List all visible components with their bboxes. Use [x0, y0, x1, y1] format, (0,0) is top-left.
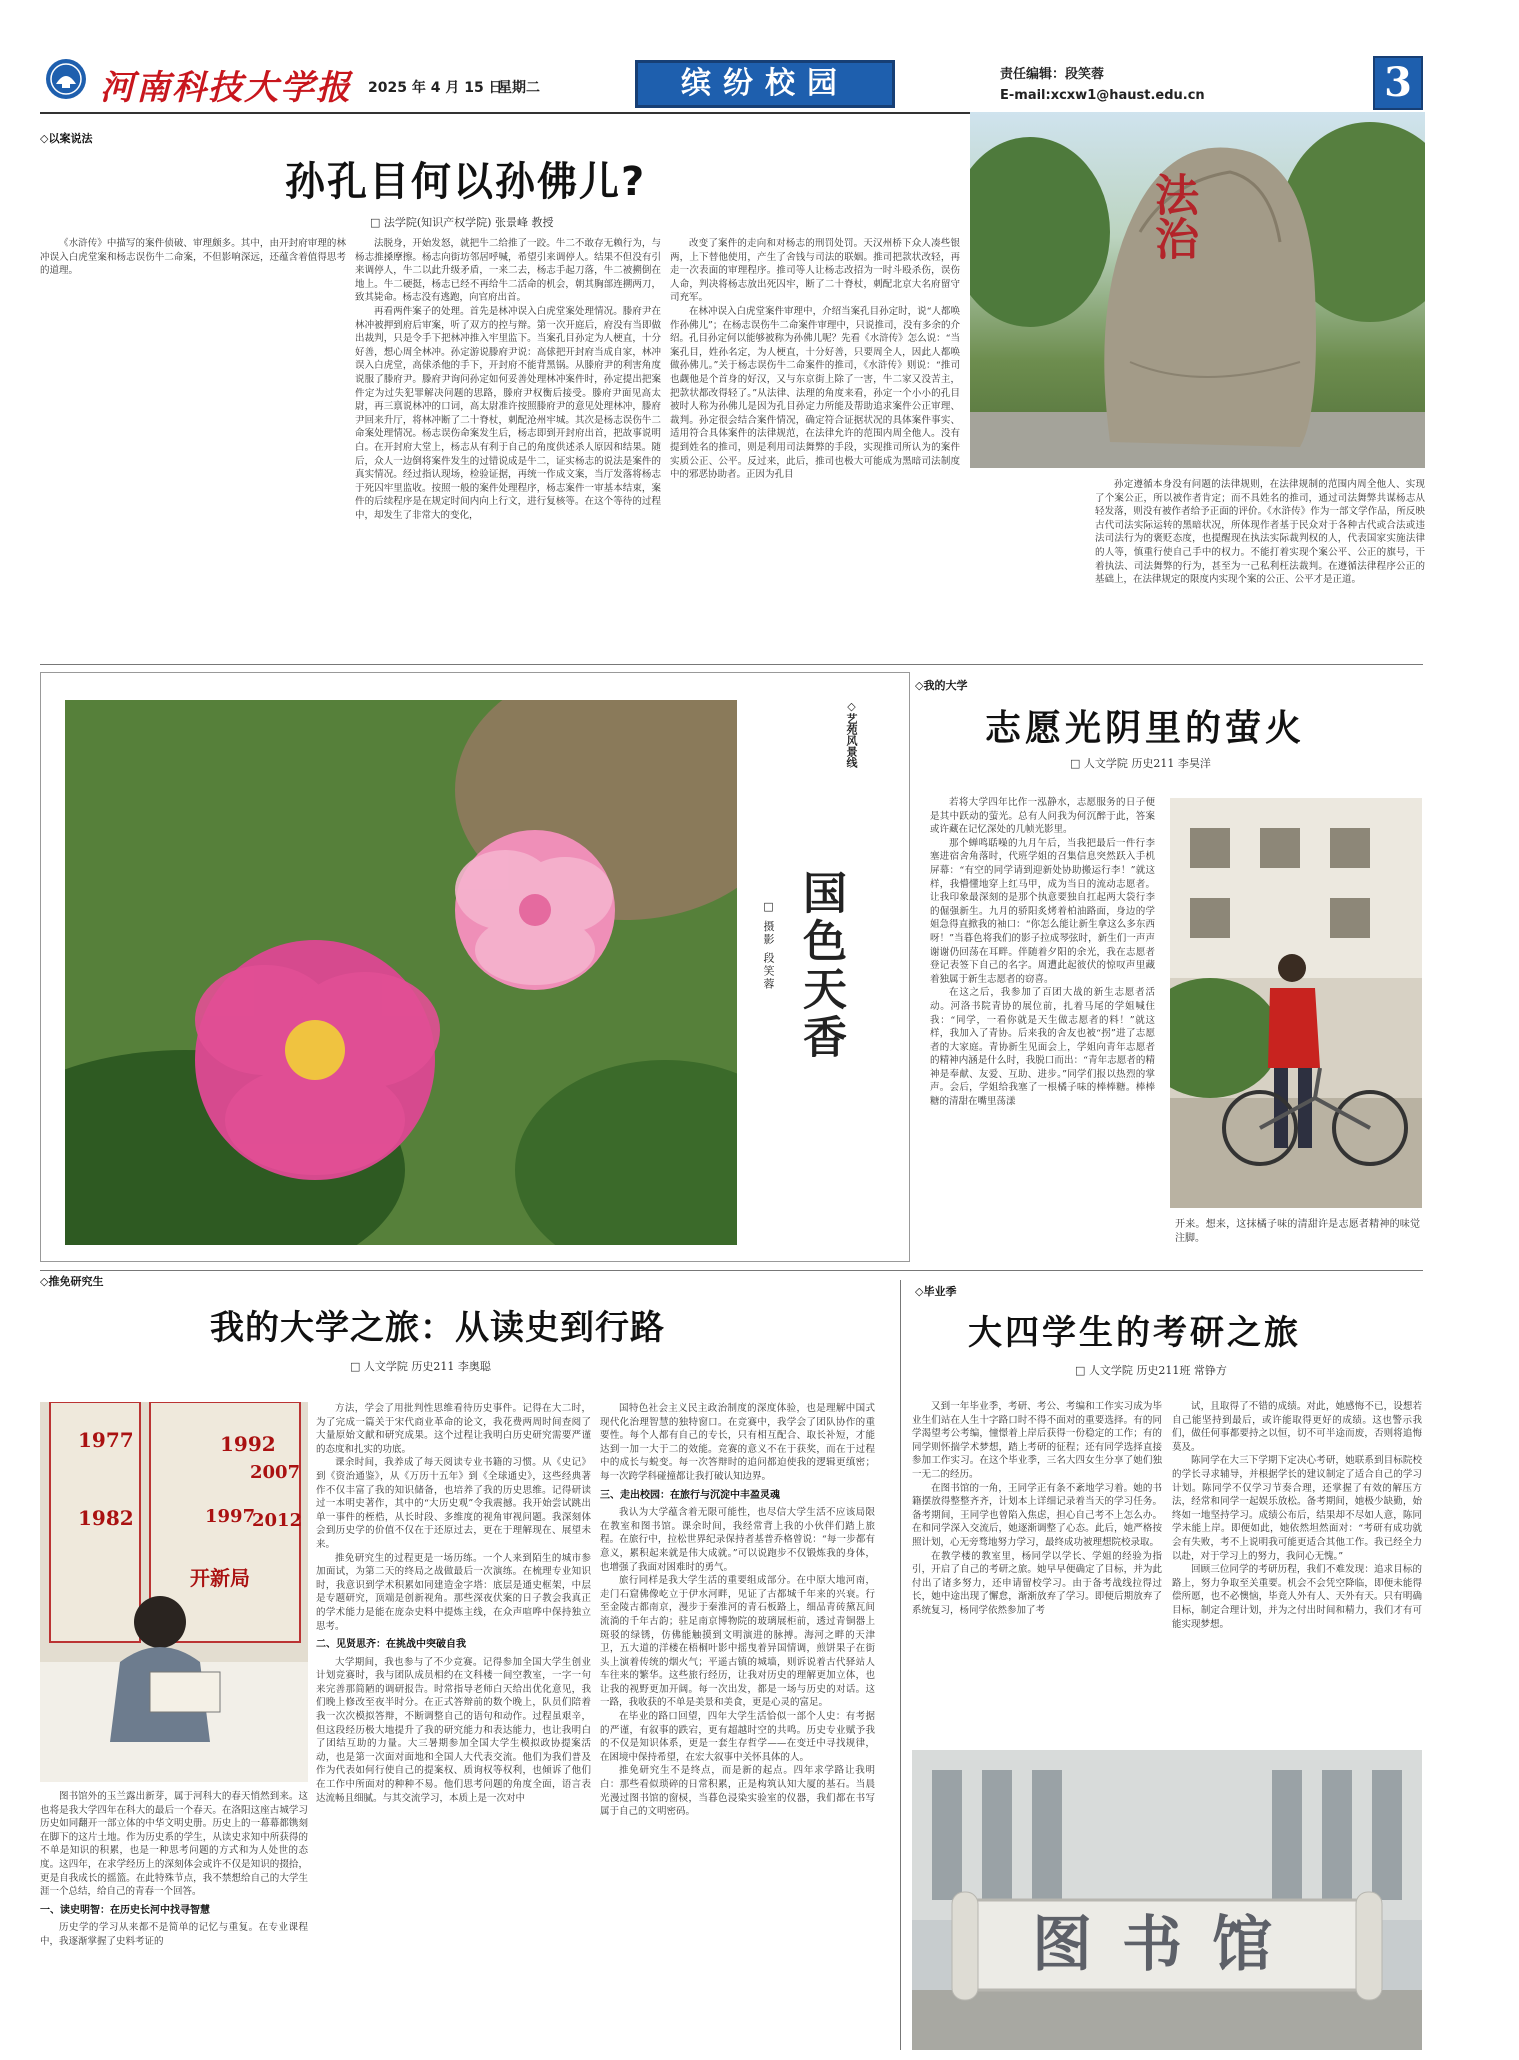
paragraph: 国特色社会主义民主政治制度的深度体验，也是理解中国式现代化治理智慧的独特窗口。在竞赛中，我学会了团队协作的重要性。每个人都有自己的专长，只有相互配合、取长补短，才能达到一加一大于二的效能。竞赛的意义不在于获奖，而在于过程中的成长与蜕变。每一次答辩时的追问都迫使我的逻辑更缜密；每一次跨学科碰撞都让我打破认知边界。 [600, 1403, 875, 1482]
paragraph: 孙定遵循本身没有问题的法律规则，在法律规制的范围内周全他人、实现了个案公正，所以被作者肯定；而不具姓名的推司，通过司法舞弊共谋杨志从轻发落，则没有被作者给予正面的评价。《水浒传》作为一部文学作品，所反映古代司法实际运转的黑暗状况，所体现作者基于民众对于各种古代或合法或违法司法行为的褒贬态度，也提醒现在执法实际裁判权的人，代表国家实施法律的人等，慎重行使自己手中的权力。不能打着实现个案公平、公正的旗号，干着执法、司法舞弊的行为，甚至为一己私利枉法裁判。在遵循法律程序公正的基础上，在法律规定的限度内实现个案的公正、公平才是正道。 [1095, 479, 1425, 586]
section-banner-title: 缤纷校园 [681, 66, 849, 101]
paragraph: 大学期间，我也参与了不少竞赛。记得参加全国大学生创业计划竞赛时，我与团队成员相约在文科楼一间空教室，一字一句来完善那简陋的调研报告。时常指导老师白天给出优化意见，我们晚上修改至夜半时分。在正式答辩前的数个晚上，队员们陪着我一次次模拟答辩，不断调整自己的语句和动作。过程虽艰辛，但这段经历极大地提升了我的研究能力和表达能力，也让我明白了团结互助的力量。大三暑期参加全国大学生模拟政协提案活动，也是第一次面对面地和全国人大代表交流。他们为我们普及作为代表如何行使自己的提案权、质询权等权利，也倾诉了他们在工作中所面对的种种不易。他们思考问题的角度全面，语言表达流畅且细腻。与其交流学习，本质上是一次对中 [316, 1656, 591, 1804]
timeline-label: 2007 [250, 1462, 301, 1483]
article1-section-tag: ◇以案说法 [40, 132, 93, 145]
art-byline: □ 摄影 段笑蓉 [762, 900, 775, 991]
paragraph: 在教学楼的教室里，杨同学以学长、学姐的经验为指引，开启了自己的考研之旅。她早早便确定了目标，并为此付出了诸多努力，还申请留校学习。由于备考战线拉得过长，她中途出现了懈怠，渐渐放弃了学习。即便后期放弃了系统复习，杨同学依然参加了考 [912, 1550, 1162, 1616]
library-photo [912, 1750, 1422, 2050]
paragraph: 在林冲误入白虎堂案件审理中，介绍当案孔目孙定时，说“人都唤作孙佛儿”；在杨志误伤牛二命案件审理中，只说推司，没有多余的介绍。孔目孙定何以能够被称为孙佛儿呢？先看《水浒传》怎么说：“当案孔目，姓孙名定，为人梗直，十分好善，只要周全人，因此人都唤做孙佛儿。”关于杨志误伤牛二命案件的推司，《水浒传》则说：“推司也觑他是个首身的好汉，又与东京街上除了一害，牛二家又没苦主，把款状都改得轻了。”从法律、法理的角度来看，孙定一个小小的孔目被时人称为孙佛儿是因为孔目孙定力所能及帮助追求案件公正审理、裁判。孙定很会结合案件情况，确定符合证据状况的具体案件事实、适用符合具体案件的法律规范，在法律允许的范围内周全他人。没有提到姓名的推司，则是利用司法舞弊的手段，实现推司所认为的案件实质公正、公平。反过来，此后，推司也极大可能成为黑暗司法制度中的邪恶协助者。正因为孔目 [670, 305, 960, 481]
paragraph: 再看两件案子的处理。首先是林冲误入白虎堂案处理情况。滕府尹在林冲被押到府后审案，听了双方的控与辩。第一次开庭后，府没有当即做出裁判，只是令手下把林冲推入牢里监下。当案孔目孙定为人梗直，十分好善，想心周全林冲。孙定游说滕府尹说：高俅把开封府当成自家，林冲误入白虎堂，高俅杀他的手下，开封府不能背黑锅。从滕府尹的利害角度说服了滕府尹。滕府尹询问孙定如何妥善处理林冲案件时，孙定提出把案件定为过失犯罪解决问题的思路，滕府尹权衡后接受。滕府尹面见高太尉，再三禀说林冲的口词，高太尉准许按照滕府尹的意见处理林冲，滕府尹回来升厅，将林冲断了二十脊杖，刺配沧州牢城。其次是杨志误伤牛二命案处理情况。杨志误伤命案发生后，杨志即到开封府出首，把故事说明白。在开封府大堂上，杨志从有利于自己的角度供述杀人原因和结果。随后，众人一边倒将案件发生的过错说成是牛二，证实杨志的说法是案件的真实情况。经过指认现场，检验证据，再统一作成文案，当厅发落将杨志于死囚牢里监收。按照一般的案件处理程序，杨志案件一审基本结束，案件的后续程序是在规定时间内向上行文，进行复核等。在这个等待的过程中，却发生了非常大的变化， [355, 305, 661, 521]
timeline-label: 1997 [205, 1506, 256, 1527]
paragraph: 改变了案件的走向和对杨志的刑罚处罚。天汉州桥下众人凑些银两，上下替他使用，产生了舍钱与司法的联姻。推司把款状改轻，再走一次表面的审理程序。推司等人让杨志改招为一时斗殴杀伤，误伤人命，判决将杨志放出死囚牢，断了二十脊杖，刺配北京大名府留守司充军。 [670, 238, 960, 304]
paragraph: 在毕业的路口回望，四年大学生活恰似一部个人史：有考据的严谨，有叙事的跌宕，更有超越时空的共鸣。历史专业赋予我的不仅是知识体系，更是一套生存哲学——在变迁中寻找规律，在困境中保持希望，在宏大叙事中关怀具体的人。 [600, 1711, 875, 1763]
paragraph: 推免研究生的过程更是一场历练。一个人来到陌生的城市参加面试，为第二天的终局之战做最后一次演练。在梳理专业知识时，我意识到学术积累如同建造金字塔：底层是通史框架，中层是专题研究，顶端是创新视角。那些深夜伏案的日子教会我真正的学术能力是能在庞杂史料中提炼主线，在众声喧哗中保持独立思考。 [316, 1552, 591, 1632]
paragraph: 旅行同样是我大学生活的重要组成部分。在中原大地河南，走门石窟佛像屹立于伊水河畔，见证了古都城千年来的兴衰。行至金陵古都南京，漫步于秦淮河的青石板路上，细品青砖黛瓦间流淌的千年古韵；驻足南京博物院的玻璃展柜前，透过青铜器上斑驳的绿锈，仿佛能触摸到文明演进的脉搏。海河之畔的天津卫，五大道的洋楼在梧桐叶影中摇曳着异国情调，煎饼果子在街头上演着传统的烟火气；平遥古镇的城墙，则诉说着古代驿站人车往来的繁华。这些旅行经历，让我对历史的理解更加立体，也让我的视野更加开阔。每一次出发，都是一场与历史的对话。这一路，我收获的不单是美景和美食，更是心灵的富足。 [600, 1575, 875, 1709]
article2-title: 志愿光阴里的萤火 [985, 708, 1306, 749]
timeline-label: 开新局 [190, 1566, 250, 1590]
article1-byline: □ 法学院(知识产权学院) 张景峰 教授 [370, 216, 554, 229]
divider [40, 664, 1423, 665]
page-number-box [1373, 56, 1423, 110]
article2-section-tag: ◇我的大学 [915, 679, 968, 692]
stone-illustration [970, 112, 1425, 468]
university-logo-icon [45, 58, 87, 100]
article3-section-tag: ◇推免研究生 [40, 1275, 104, 1288]
article4-section-tag: ◇毕业季 [915, 1285, 957, 1298]
paragraph: 若将大学四年比作一泓静水，志愿服务的日子便是其中跃动的萤光。总有人问我为何沉醉于此，答案或许藏在记忆深处的几帧光影里。 [930, 797, 1155, 836]
paragraph: 历史学的学习从来都不是简单的记忆与重复。在专业课程中，我逐渐掌握了史料考证的 [40, 1922, 308, 1947]
stone-photo [970, 112, 1425, 468]
article1-column-3 [670, 237, 960, 657]
article1-title: 孙孔目何以孙佛儿? [285, 159, 647, 205]
paragraph: 我认为大学蕴含着无限可能性，也尽信大学生活不应该局限在教室和图书馆。课余时间，我经常背上我的小伙伴们踏上旅程。在旅行中，拉松世界纪录保持者基普乔格曾说：“每一步都有意义，累积起来就是伟大成就。”可以说跑步不仅锻炼我的身体，也增强了我面对困难时的勇气。 [600, 1507, 875, 1573]
article3-title: 我的大学之旅：从读史到行路 [210, 1308, 665, 1348]
editor-label: 责任编辑：段笑蓉 [1000, 67, 1105, 82]
art-title: 国色天香 [795, 870, 846, 1062]
divider [40, 1270, 1423, 1271]
issue-weekday: 星期二 [498, 80, 540, 96]
divider [900, 1280, 901, 2050]
peony-illustration [65, 700, 737, 1245]
art-section-tag: ◇艺苑风景线 [845, 700, 858, 768]
article1-column-2 [355, 237, 661, 657]
volunteer-illustration [1170, 798, 1422, 1208]
article3-subheading: 一、读史明智：在历史长河中找寻智慧 [40, 1904, 210, 1916]
article4-column-1 [912, 1400, 1162, 1740]
paragraph: 方法，学会了用批判性思维看待历史事件。记得在大二时，为了完成一篇关于宋代商业革命的论文，我花费两周时间查阅了大量原始文献和研究成果。这个过程让我明白历史研究需要严谨的态度和扎实的功底。 [316, 1403, 591, 1455]
email-label: E-mail:xcxw1@haust.edu.cn [1000, 88, 1205, 103]
library-illustration [912, 1750, 1422, 2050]
masthead [0, 0, 1519, 110]
timeline-label: 1982 [78, 1506, 134, 1530]
paper-name: 河南科技大学报 [100, 68, 352, 108]
article1-column-1 [40, 237, 346, 657]
article4-title: 大四学生的考研之旅 [968, 1313, 1301, 1353]
student-illustration [40, 1402, 308, 1782]
article3-column-2 [316, 1402, 591, 2050]
timeline-label: 1992 [220, 1432, 276, 1456]
article2-caption: 开来。想来，这抹橘子味的清甜许是志愿者精神的味觉注脚。 [1175, 1219, 1420, 1244]
issue-date: 2025 年 4 月 15 日 [368, 80, 503, 96]
paragraph: 那个蝉鸣聒噪的九月午后，当我把最后一件行李塞进宿舍角落时，代班学姐的召集信息突然跃入手机屏幕：“有空的同学请到迎新处协助搬运行李！”就这样，我懵懂地穿上红马甲，成为当日的流动志愿者。让我印象最深刻的是那个执意要独自扛起两大袋行李的倔强新生。九月的骄阳炙烤着柏油路面，身边的学姐急得直掀我的袖口：“你怎么能让新生拿这么多东西呀！”当暮色将我们的影子拉成琴弦时，新生们一声声谢谢仍回荡在耳畔。伴随着夕阳的余光，我在志愿者登记表签下自己的名字。周遭此起彼伏的惊叹声里藏着独属于新生志愿者的窃喜。 [930, 837, 1155, 985]
paragraph: 试，且取得了不错的成绩。对此，她感悔不已，设想若自己能坚持到最后，或许能取得更好的成绩。这也警示我们，做任何事都要持之以恒，切不可半途而废，否则将追悔莫及。 [1172, 1401, 1422, 1453]
article2-body [930, 796, 1155, 1258]
paragraph: 在图书馆的一角，王同学正有条不紊地学习着。她的书籍摆放得整整齐齐，计划本上详细记录着当天的学习任务。备考期间，王同学也曾陷入焦虑，担心自己考不上怎么办。在和同学深入交流后，她逐渐调整了心态。此后，她严格按照计划，心无旁骛地努力学习，最终成功被理想院校录取。 [912, 1482, 1162, 1548]
paragraph: 在这之后，我参加了百团大战的新生志愿者活动。河洛书院青协的展位前，扎着马尾的学姐喊住我：“同学，一看你就是天生做志愿者的料！”就这样，我加入了青协。后来我的舍友也被“拐”进了志愿者的大家庭。青协新生见面会上，学姐向青年志愿者的精神内涵是什么时，我脱口而出：“青年志愿者的精神是奉献、友爱、互助、进步。”同学们报以热烈的掌声。会后，学姐给我塞了一根橘子味的棒棒糖。棒棒糖的清甜在嘴里荡漾 [930, 987, 1155, 1108]
timeline-label: 1977 [78, 1428, 134, 1452]
article2-byline: □ 人文学院 历史211 李昊洋 [1070, 757, 1211, 770]
article4-column-2 [1172, 1400, 1422, 1740]
article3-column-3 [600, 1402, 875, 2050]
article3-byline: □ 人文学院 历史211 李奥聪 [350, 1360, 491, 1373]
paragraph: 陈同学在大三下学期下定决心考研，她联系到目标院校的学长寻求辅导，并根据学长的建议制定了适合自己的学习计划。陈同学不仅学习节奏合理，还掌握了有效的解压方法，经常和同学一起娱乐放松。备考期间，她极少缺勤，始终如一地坚持学习。成绩公布后，结果却不尽如人意，陈同学未能上岸。即便如此，她依然坦然面对：“考研有成功就会有失败，考不上说明我可能更适合其他工作。我已经全力以赴，对于学习上的努力，我问心无愧。” [1172, 1455, 1422, 1562]
paragraph: 《水浒传》中描写的案件侦破、审理颇多。其中，由开封府审理的林冲误入白虎堂案和杨志误伤牛二命案，不但影响深远，还蕴含着值得思考的道理。 [40, 238, 346, 277]
article4-byline: □ 人文学院 历史211班 常铮方 [1075, 1364, 1227, 1377]
peony-photo [65, 700, 737, 1245]
section-banner [635, 60, 895, 108]
paragraph: 图书馆外的玉兰露出新芽，属于河科大的春天悄然到来。这也将是我大学四年在科大的最后一个春天。在洛阳这座古城学习历史如同翻开一部立体的中华文明史册。历史上的一幕幕都镌刻在脚下的这片土地。作为历史系的学生，从读史求知中所获得的不单是知识的积累，也是一种思考问题的方式和为人处世的态度。这四年，在求学经历上的深刻体会或许不仅是知识的掇拾，更是自我成长的摇篮。在此特殊节点，我不禁想给自己的大学生涯一个总结，给自己的青春一个回答。 [40, 1791, 308, 1898]
article3-subheading: 三、走出校园：在旅行与沉淀中丰盈灵魂 [600, 1489, 780, 1501]
article1-column-4 [1095, 478, 1425, 658]
paragraph: 法脱身，开始发怒，就把牛二给推了一跤。牛二不敢存无赖行为，与杨志推搡摩擦。杨志向街坊邻居呼喊，希望引来调停人。结果不但没有引来调停人，牛二以此升级矛盾，一来二去，杨志手起刀落，牛二被搠倒在地上。牛二硬挺，杨志已经不再给牛二活命的机会，朝其胸部连搠两刀，致其毙命。杨志没有逃跑，向官府出首。 [355, 238, 661, 304]
paragraph: 回顾三位同学的考研历程，我们不难发现：追求目标的路上，努力争取至关重要。机会不会凭空降临，即便未能得偿所愿，也不必懊恼，毕竟人外有人、天外有天。只有明确目标，制定合理计划，并为之付出时间和精力，我们才有可能实现梦想。 [1172, 1564, 1422, 1630]
volunteer-photo [1170, 798, 1422, 1208]
timeline-label: 2012 [252, 1510, 303, 1531]
article3-subheading: 二、见贤思齐：在挑战中突破自我 [316, 1639, 466, 1651]
paragraph: 又到一年毕业季，考研、考公、考编和工作实习成为毕业生们站在人生十字路口时不得不面对的重要选择。有的同学渴望考公考编，憧憬着上岸后获得一份稳定的工作；有的同学则怀揣学术梦想，踏上考研的征程；还有同学选择直接参加工作实习。在这个毕业季，三名大四女生分享了她们独一无二的经历。 [912, 1401, 1162, 1480]
page-number: 3 [1384, 59, 1412, 106]
student-reading-photo [40, 1402, 308, 1782]
stone-inscription [1192, 172, 1232, 260]
article3-column-1 [40, 1790, 308, 2050]
library-sign-text: 图书馆 [1032, 1910, 1302, 1980]
paragraph: 推免研究生不是终点，而是新的起点。四年求学路让我明白：那些看似琐碎的日常积累，正是构筑认知大厦的基石。当晨光漫过图书馆的窗棂，当暮色浸染实验室的仪器，我们都在书写属于自己的文明密码。 [600, 1765, 875, 1818]
paragraph: 课余时间，我养成了每天阅读专业书籍的习惯。从《史记》到《资治通鉴》，从《万历十五年》到《全球通史》，这些经典著作不仅丰富了我的知识储备，也培养了我的历史思维。记得研读过一本明史著作，其中的“大历史观”令我震撼。我开始尝试跳出单一事件的桎梏，从长时段、多维度的视角审视问题。我深刻体会到历史学的价值不仅在于还原过去，更在于理解现在、展望未来。 [316, 1457, 591, 1550]
